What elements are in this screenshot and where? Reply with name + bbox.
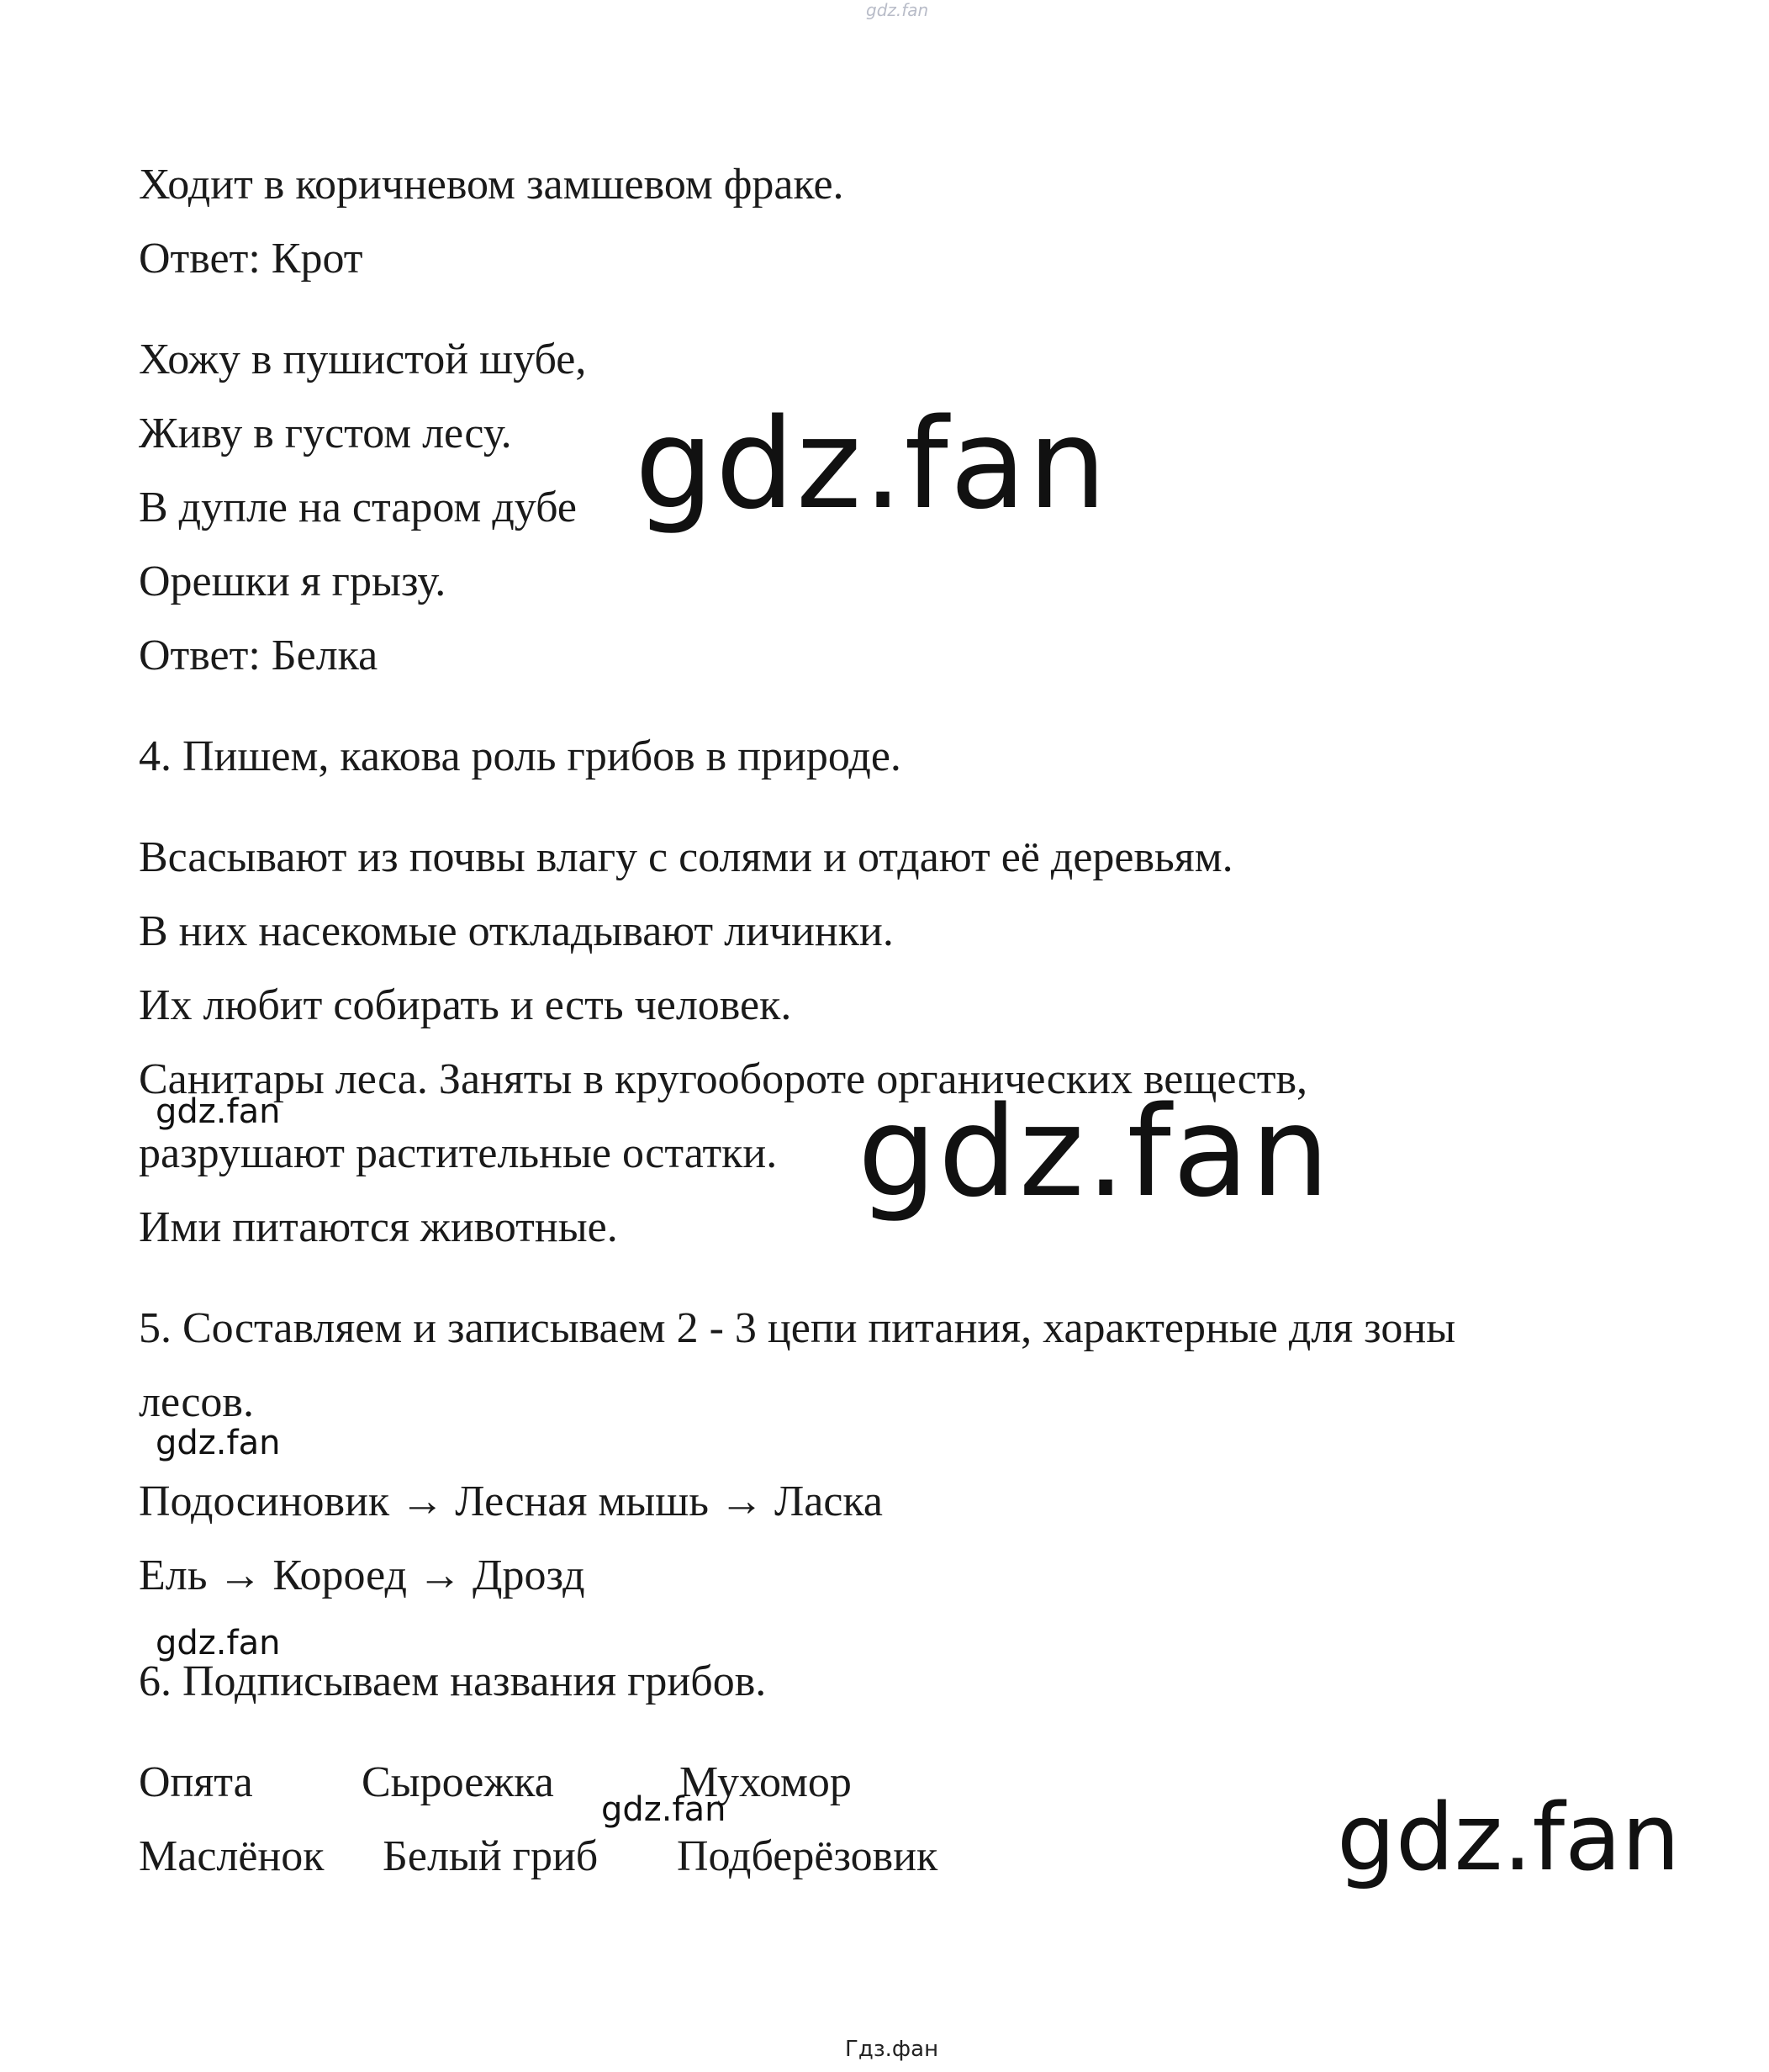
mushroom-name: Маслёнок xyxy=(139,1832,325,1880)
riddle-squirrel-line: В дупле на старом дубе xyxy=(139,484,577,531)
mushroom-name: Подберёзовик xyxy=(677,1832,938,1880)
task4-line: Ими питаются животные. xyxy=(139,1203,618,1251)
mushroom-name: Мухомор xyxy=(679,1758,852,1806)
task5-heading: 5. Составляем и записываем 2 - 3 цепи питания, характерные для зоны xyxy=(139,1304,1456,1352)
task4-heading: 4. Пишем, какова роль грибов в природе. xyxy=(139,732,901,780)
riddle-mole-clue: Ходит в коричневом замшевом фраке. xyxy=(139,161,844,209)
task4-line: Их любит собирать и есть человек. xyxy=(139,981,792,1029)
mushroom-name: Опята xyxy=(139,1758,253,1806)
task4-line: Всасывают из почвы влагу с солями и отдают её деревьям. xyxy=(139,833,1233,881)
riddle-squirrel-line: Орешки я грызу. xyxy=(139,558,446,605)
mushroom-name: Белый гриб xyxy=(383,1832,599,1880)
task4-line: В них насекомые откладывают личинки. xyxy=(139,907,894,955)
watermark-large: gdz.fan xyxy=(858,1080,1332,1224)
watermark-small: gdz.fan xyxy=(156,1624,281,1662)
mushroom-name: Сыроежка xyxy=(362,1758,554,1806)
watermark-small: gdz.fan xyxy=(156,1424,281,1462)
food-chain: Подосиновик → Лесная мышь → Ласка xyxy=(139,1477,883,1525)
riddle-squirrel-line: Хожу в пушистой шубе, xyxy=(139,336,587,383)
task4-line: Санитары леса. Заняты в кругообороте органических веществ, xyxy=(139,1055,1308,1103)
riddle-squirrel-line: Живу в густом лесу. xyxy=(139,410,512,457)
food-chain: Ель → Короед → Дрозд xyxy=(139,1551,585,1599)
riddle-squirrel-answer: Ответ: Белка xyxy=(139,632,378,679)
watermark-top: gdz.fan xyxy=(866,0,929,20)
watermark-small: gdz.fan xyxy=(156,1092,281,1131)
task4-line: разрушают растительные остатки. xyxy=(139,1129,778,1177)
task6-heading: 6. Подписываем названия грибов. xyxy=(139,1657,767,1705)
watermark-large: gdz.fan xyxy=(635,392,1109,536)
watermark-small: gdz.fan xyxy=(601,1790,726,1829)
task5-heading-cont: лесов. xyxy=(139,1378,254,1426)
watermark-medium: gdz.fan xyxy=(1337,1784,1681,1891)
riddle-mole-answer: Ответ: Крот xyxy=(139,235,363,283)
page-footer: Гдз.фан xyxy=(845,2037,939,2062)
